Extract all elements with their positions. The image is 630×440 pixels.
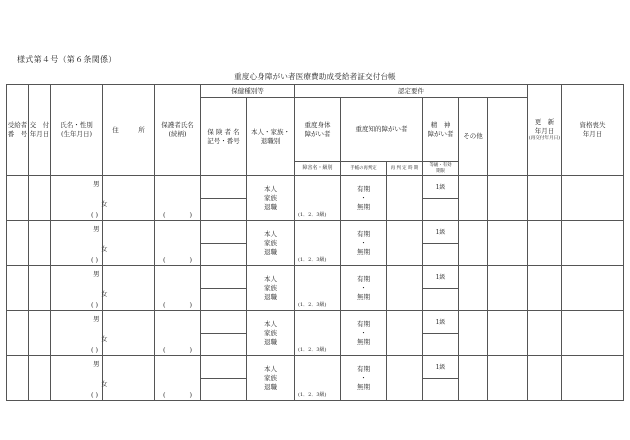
renewal-cell[interactable] bbox=[488, 266, 528, 311]
category-self: 本人 bbox=[264, 184, 277, 193]
header-guardian: 保護者氏名 (続柄) bbox=[155, 85, 201, 176]
birthdate-paren-open: ( bbox=[91, 301, 94, 309]
birthdate-paren-open: ( bbox=[91, 256, 94, 264]
female-label: 女 bbox=[101, 200, 108, 208]
header-insurer: 保 険 者 名 記号・番号 bbox=[201, 98, 247, 176]
insurer-name-cell[interactable] bbox=[201, 356, 246, 378]
header-issue-date: 交 付 年月日 bbox=[29, 85, 51, 176]
relation-paren-close: ) bbox=[189, 256, 192, 264]
reassessment-date-cell[interactable] bbox=[387, 221, 423, 266]
category-self: 本人 bbox=[264, 274, 277, 283]
birthdate-paren-open: ( bbox=[91, 346, 94, 354]
header-recipient-no: 受給者 番 号 bbox=[7, 85, 29, 176]
relation-paren-close: ) bbox=[189, 211, 192, 219]
mental-cell[interactable] bbox=[423, 221, 459, 266]
female-label: 女 bbox=[101, 245, 108, 253]
mental-expiry-cell[interactable] bbox=[423, 288, 458, 311]
physical-cell[interactable] bbox=[295, 356, 341, 401]
header-address: 住 所 bbox=[103, 85, 155, 176]
name-sex-cell[interactable] bbox=[51, 266, 108, 311]
physical-cell[interactable] bbox=[295, 221, 341, 266]
recipient-no-cell[interactable] bbox=[7, 176, 29, 221]
header-other: その他 bbox=[459, 98, 488, 176]
relation-paren-close: ) bbox=[189, 391, 192, 399]
term-dot: ・ bbox=[360, 373, 367, 382]
ledger-table bbox=[6, 84, 624, 401]
male-label: 男 bbox=[93, 270, 100, 278]
header-intellectual: 重度知的障がい者 bbox=[341, 98, 423, 162]
mental-expiry-cell[interactable] bbox=[423, 333, 458, 356]
address-cell[interactable] bbox=[103, 221, 155, 266]
recipient-no-cell[interactable] bbox=[7, 356, 29, 401]
mental-cell[interactable] bbox=[423, 356, 459, 401]
female-label: 女 bbox=[101, 290, 108, 298]
term-limited: 有期 bbox=[357, 319, 370, 328]
mental-grade: 1級 bbox=[435, 364, 446, 372]
physical-cell[interactable] bbox=[295, 266, 341, 311]
mental-grade: 1級 bbox=[435, 319, 446, 327]
issue-date-cell[interactable] bbox=[29, 356, 51, 401]
remarks-cell[interactable] bbox=[562, 176, 624, 221]
category-self: 本人 bbox=[264, 319, 277, 328]
header-insurance-group: 保健種別等 bbox=[201, 85, 295, 98]
header-mental: 精 神 障がい者 bbox=[423, 98, 459, 162]
table-row bbox=[7, 311, 624, 356]
recipient-no-cell[interactable] bbox=[7, 221, 29, 266]
male-label: 男 bbox=[93, 180, 100, 188]
header-physical-sub: 障害名・級別 bbox=[295, 162, 341, 176]
term-unlimited: 無期 bbox=[357, 202, 370, 211]
insurer-cell[interactable] bbox=[201, 266, 247, 311]
insurer-number-cell[interactable] bbox=[201, 378, 246, 401]
insurer-cell[interactable] bbox=[201, 176, 247, 221]
name-sex-cell[interactable] bbox=[51, 311, 108, 356]
insurer-cell[interactable] bbox=[201, 356, 247, 401]
remarks-cell[interactable] bbox=[562, 221, 624, 266]
insurer-number-cell[interactable] bbox=[201, 288, 246, 311]
category-retired: 退職 bbox=[264, 382, 277, 391]
category-self: 本人 bbox=[264, 364, 277, 373]
reassessment-cell[interactable] bbox=[341, 311, 387, 356]
term-limited: 有期 bbox=[357, 229, 370, 238]
table-row bbox=[7, 266, 624, 311]
mental-cell[interactable] bbox=[423, 311, 459, 356]
relation-paren-open: ( bbox=[163, 391, 166, 399]
mental-cell[interactable] bbox=[423, 266, 459, 311]
relation-paren-close: ) bbox=[189, 301, 192, 309]
reassessment-cell[interactable] bbox=[341, 356, 387, 401]
recipient-no-cell[interactable] bbox=[7, 266, 29, 311]
category-cell[interactable] bbox=[247, 176, 295, 221]
renewal-cell[interactable] bbox=[488, 221, 528, 266]
grade-note: (1．2．3級) bbox=[298, 347, 327, 353]
recipient-no-cell[interactable] bbox=[7, 311, 29, 356]
issue-date-cell[interactable] bbox=[29, 311, 51, 356]
table-row bbox=[7, 176, 624, 221]
other-cell[interactable] bbox=[459, 311, 488, 356]
category-family: 家族 bbox=[264, 328, 277, 337]
address-cell[interactable] bbox=[103, 266, 155, 311]
category-cell[interactable] bbox=[247, 356, 295, 401]
grade-note: (1．2．3級) bbox=[298, 302, 327, 308]
header-physical: 重度身体 障がい者 bbox=[295, 98, 341, 162]
ledger-body bbox=[7, 176, 624, 401]
term-limited: 有期 bbox=[357, 274, 370, 283]
birthdate-paren-open: ( bbox=[91, 211, 94, 219]
male-label: 男 bbox=[93, 315, 100, 323]
loss-date-cell[interactable] bbox=[528, 266, 562, 311]
header-name-sex: 氏名・性別 (生年月日) bbox=[51, 85, 103, 176]
insurer-cell[interactable] bbox=[201, 221, 247, 266]
birthdate-paren-open: ( bbox=[91, 391, 94, 399]
grade-note: (1．2．3級) bbox=[298, 392, 327, 398]
term-dot: ・ bbox=[360, 238, 367, 247]
category-family: 家族 bbox=[264, 238, 277, 247]
grade-note: (1．2．3級) bbox=[298, 212, 327, 218]
male-label: 男 bbox=[93, 360, 100, 368]
ledger-title: 重度心身障がい者医療費助成受給者証交付台帳 bbox=[234, 72, 396, 81]
mental-cell[interactable] bbox=[423, 176, 459, 221]
issue-date-cell[interactable] bbox=[29, 221, 51, 266]
loss-date-cell[interactable] bbox=[528, 176, 562, 221]
grade-note: (1．2．3級) bbox=[298, 257, 327, 263]
guardian-cell[interactable] bbox=[155, 221, 201, 266]
relation-paren-open: ( bbox=[163, 301, 166, 309]
term-limited: 有期 bbox=[357, 364, 370, 373]
guardian-cell[interactable] bbox=[155, 176, 201, 221]
header-requirements-group: 認定要件 bbox=[295, 85, 528, 98]
category-family: 家族 bbox=[264, 283, 277, 292]
issue-date-cell[interactable] bbox=[29, 176, 51, 221]
birthdate-paren-close: ) bbox=[95, 346, 98, 354]
reassessment-date-cell[interactable] bbox=[387, 356, 423, 401]
renewal-cell[interactable] bbox=[488, 311, 528, 356]
header-intellectual-sub2: 再 判 定 時 期 bbox=[387, 162, 423, 176]
name-sex-cell[interactable] bbox=[51, 176, 108, 221]
insurer-number-cell[interactable] bbox=[201, 333, 246, 356]
other-cell[interactable] bbox=[459, 356, 488, 401]
loss-date-cell[interactable] bbox=[528, 356, 562, 401]
header-renewal: 更 新 年月日 (再交付年月日) bbox=[528, 85, 562, 176]
mental-expiry-cell[interactable] bbox=[423, 198, 458, 221]
mental-expiry-cell[interactable] bbox=[423, 378, 458, 401]
issue-date-cell[interactable] bbox=[29, 266, 51, 311]
birthdate-paren-close: ) bbox=[95, 301, 98, 309]
physical-cell[interactable] bbox=[295, 311, 341, 356]
name-sex-cell[interactable] bbox=[51, 356, 108, 401]
header-mental-sub: 等級・有効 期限 bbox=[423, 162, 459, 176]
guardian-cell[interactable] bbox=[155, 266, 201, 311]
mental-expiry-cell[interactable] bbox=[423, 243, 458, 266]
term-limited: 有期 bbox=[357, 184, 370, 193]
mental-grade: 1級 bbox=[435, 229, 446, 237]
insurer-number-cell[interactable] bbox=[201, 243, 246, 266]
birthdate-paren-close: ) bbox=[95, 211, 98, 219]
insurer-cell[interactable] bbox=[201, 311, 247, 356]
renewal-cell[interactable] bbox=[488, 176, 528, 221]
loss-date-cell[interactable] bbox=[528, 221, 562, 266]
category-retired: 退職 bbox=[264, 292, 277, 301]
category-retired: 退職 bbox=[264, 202, 277, 211]
category-cell[interactable] bbox=[247, 266, 295, 311]
physical-cell[interactable] bbox=[295, 176, 341, 221]
header-loss-date: 資格喪失 年月日 bbox=[562, 85, 624, 176]
guardian-cell[interactable] bbox=[155, 356, 201, 401]
term-unlimited: 無期 bbox=[357, 382, 370, 391]
term-unlimited: 無期 bbox=[357, 337, 370, 346]
other-cell[interactable] bbox=[459, 266, 488, 311]
category-self: 本人 bbox=[264, 229, 277, 238]
other-cell[interactable] bbox=[459, 176, 488, 221]
remarks-cell[interactable] bbox=[562, 311, 624, 356]
other-cell[interactable] bbox=[459, 221, 488, 266]
guardian-cell[interactable] bbox=[155, 311, 201, 356]
category-cell[interactable] bbox=[247, 221, 295, 266]
insurer-name-cell[interactable] bbox=[201, 176, 246, 198]
reassessment-date-cell[interactable] bbox=[387, 176, 423, 221]
birthdate-paren-close: ) bbox=[95, 391, 98, 399]
form-number: 様式第４号（第６条関係） bbox=[17, 55, 117, 64]
loss-date-cell[interactable] bbox=[528, 311, 562, 356]
insurer-name-cell[interactable] bbox=[201, 221, 246, 243]
address-cell[interactable] bbox=[103, 176, 155, 221]
category-family: 家族 bbox=[264, 373, 277, 382]
term-unlimited: 無期 bbox=[357, 292, 370, 301]
renewal-cell[interactable] bbox=[488, 356, 528, 401]
reassessment-date-cell[interactable] bbox=[387, 266, 423, 311]
remarks-cell[interactable] bbox=[562, 266, 624, 311]
reassessment-cell[interactable] bbox=[341, 176, 387, 221]
relation-paren-open: ( bbox=[163, 211, 166, 219]
header-category: 本人・家族・ 退職別 bbox=[247, 98, 295, 176]
name-sex-cell[interactable] bbox=[51, 221, 108, 266]
reassessment-date-cell[interactable] bbox=[387, 311, 423, 356]
category-family: 家族 bbox=[264, 193, 277, 202]
term-dot: ・ bbox=[360, 283, 367, 292]
reassessment-cell[interactable] bbox=[341, 266, 387, 311]
term-dot: ・ bbox=[360, 193, 367, 202]
table-row bbox=[7, 221, 624, 266]
address-cell[interactable] bbox=[103, 356, 155, 401]
term-unlimited: 無期 bbox=[357, 247, 370, 256]
mental-grade: 1級 bbox=[435, 184, 446, 192]
male-label: 男 bbox=[93, 225, 100, 233]
female-label: 女 bbox=[101, 380, 108, 388]
term-dot: ・ bbox=[360, 328, 367, 337]
relation-paren-open: ( bbox=[163, 346, 166, 354]
insurer-name-cell[interactable] bbox=[201, 266, 246, 288]
category-retired: 退職 bbox=[264, 247, 277, 256]
category-retired: 退職 bbox=[264, 337, 277, 346]
insurer-number-cell[interactable] bbox=[201, 198, 246, 221]
header-intellectual-sub1: 手帳の再判定 bbox=[341, 162, 387, 176]
birthdate-paren-close: ) bbox=[95, 256, 98, 264]
address-cell[interactable] bbox=[103, 311, 155, 356]
category-cell[interactable] bbox=[247, 311, 295, 356]
reassessment-cell[interactable] bbox=[341, 221, 387, 266]
table-row bbox=[7, 356, 624, 401]
relation-paren-open: ( bbox=[163, 256, 166, 264]
insurer-name-cell[interactable] bbox=[201, 311, 246, 333]
remarks-cell[interactable] bbox=[562, 356, 624, 401]
mental-grade: 1級 bbox=[435, 274, 446, 282]
female-label: 女 bbox=[101, 335, 108, 343]
relation-paren-close: ) bbox=[189, 346, 192, 354]
